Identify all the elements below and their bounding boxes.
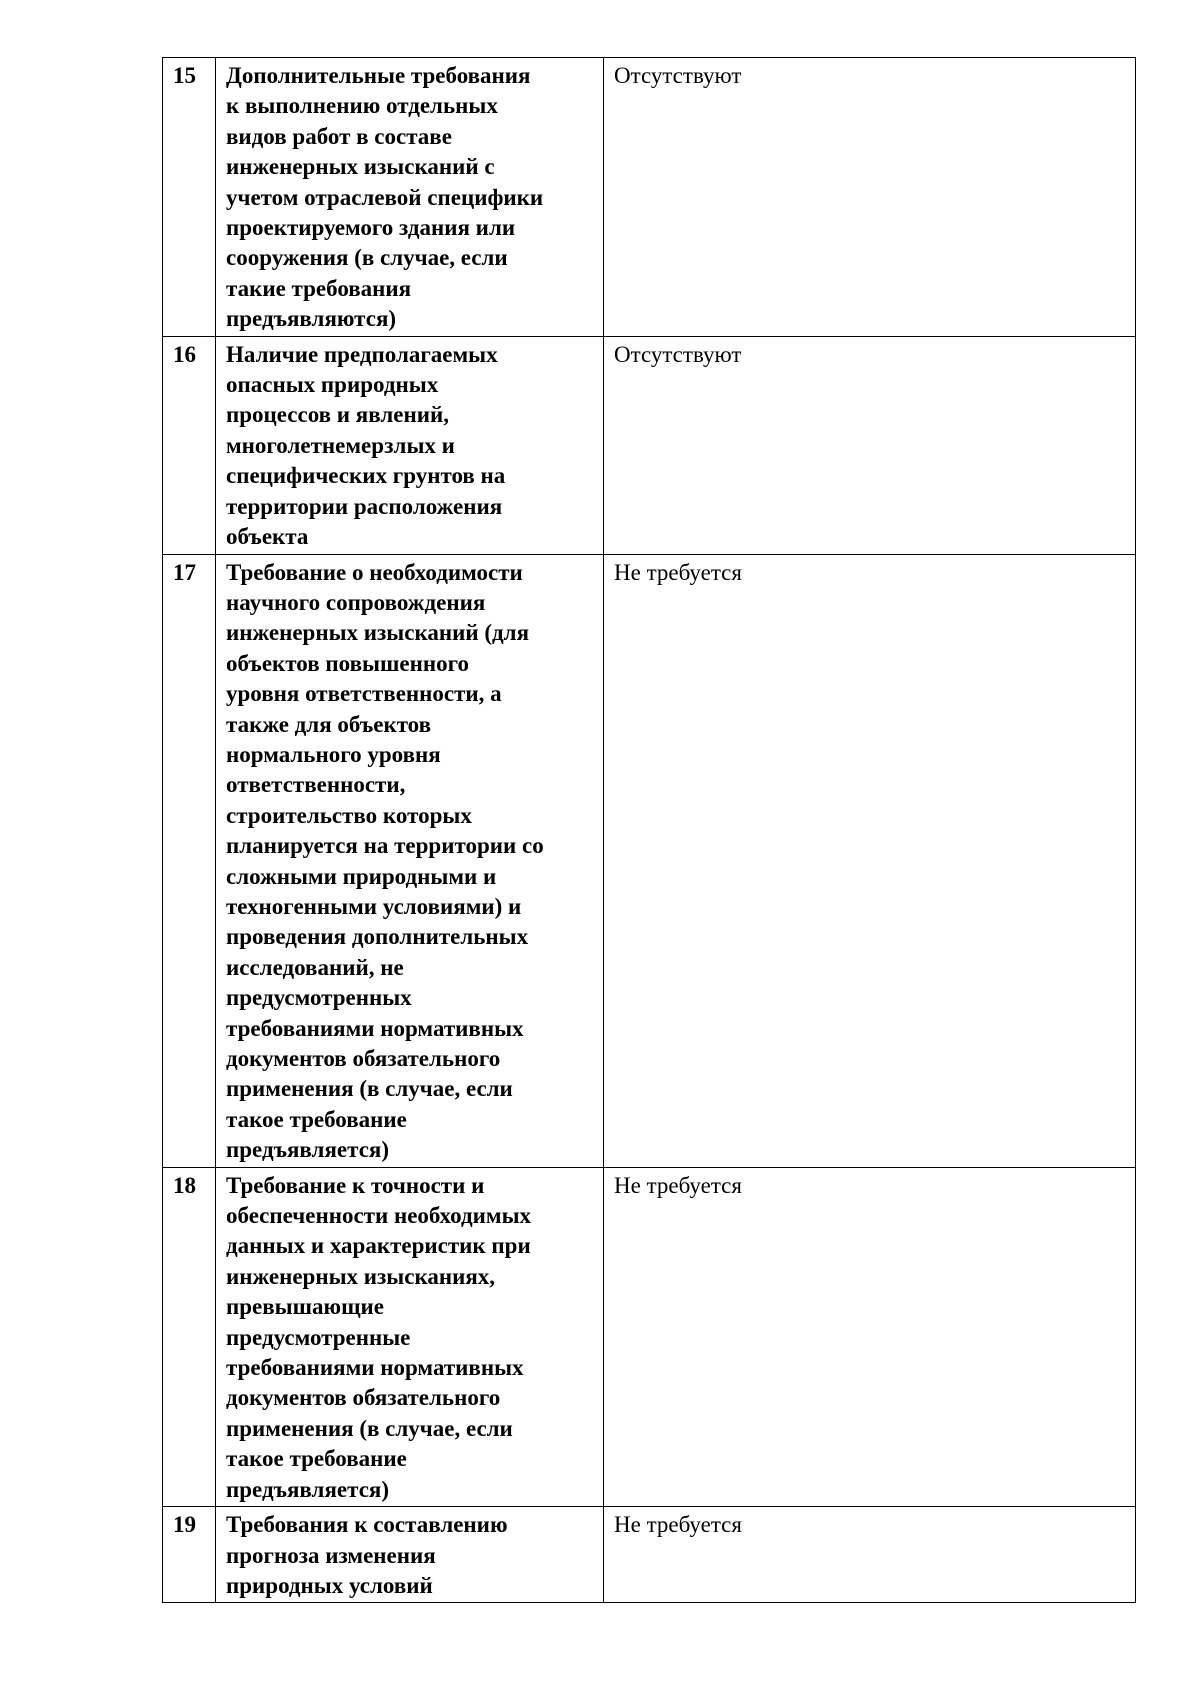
- requirement-name-line: документов обязательного: [226, 1046, 501, 1071]
- requirement-name-line: инженерных изысканиях,: [226, 1263, 496, 1289]
- requirement-name: [216, 58, 604, 337]
- requirement-name-line: строительство которых: [226, 802, 472, 828]
- requirement-name-line: к выполнению отдельных: [226, 93, 498, 119]
- requirement-name-line: сложными природными и: [226, 863, 497, 889]
- requirement-name-line: превышающие: [226, 1294, 385, 1320]
- requirement-name: [216, 1507, 604, 1603]
- table-row: [163, 554, 1136, 1167]
- row-number: 17: [163, 554, 216, 1167]
- requirement-name-line: предъявляются): [226, 306, 397, 332]
- requirements-table: [162, 57, 1136, 1603]
- requirement-name: [216, 336, 604, 554]
- requirement-value: Не требуется: [604, 1507, 1136, 1603]
- requirement-name-line: также для объектов: [226, 711, 432, 737]
- requirement-name-line: объектов повышенного: [226, 650, 469, 676]
- requirement-name-line: опасных природных: [226, 372, 439, 398]
- requirement-name-line: предъявляется): [226, 1137, 389, 1163]
- requirement-name-line: Наличие предполагаемых: [226, 341, 498, 367]
- table-row: [163, 58, 1136, 337]
- table-row: [163, 336, 1136, 554]
- requirement-name-line: предусмотренных: [226, 985, 412, 1011]
- requirement-name-line: ответственности,: [226, 772, 406, 798]
- row-number: 18: [163, 1167, 216, 1506]
- requirement-name-line: многолетнемерзлых и: [226, 432, 455, 458]
- requirement-name-line: требованиями нормативных: [226, 1015, 524, 1041]
- requirement-name-line: территории расположения: [226, 493, 503, 519]
- requirement-value: Отсутствуют: [604, 58, 1136, 337]
- row-number: 15: [163, 58, 216, 337]
- requirement-name-line: Требование к точности и: [226, 1172, 485, 1198]
- requirement-name-line: уровня ответственности, а: [226, 681, 502, 707]
- requirement-name-line: техногенными условиями) и: [226, 893, 522, 919]
- requirement-name-line: данных и характеристик при: [226, 1233, 531, 1259]
- requirement-name-line: Дополнительные требования: [226, 63, 531, 88]
- requirement-name-line: применения (в случае, если: [226, 1415, 513, 1441]
- requirements-table-body: [163, 58, 1136, 1603]
- requirement-name-line: научного сопровождения: [226, 589, 486, 615]
- requirement-value: Не требуется: [604, 554, 1136, 1167]
- table-row: [163, 1167, 1136, 1506]
- requirement-name-line: проектируемого здания или: [226, 215, 516, 241]
- requirement-name-line: объекта: [226, 524, 309, 550]
- requirement-value: Отсутствуют: [604, 336, 1136, 554]
- requirement-name-line: видов работ в составе: [226, 123, 452, 149]
- requirement-name-line: предусмотренные: [226, 1324, 411, 1350]
- requirement-name: [216, 1167, 604, 1506]
- requirement-name-line: такое требование: [226, 1106, 407, 1132]
- requirement-name-line: исследований, не: [226, 954, 404, 980]
- table-row: [163, 1507, 1136, 1603]
- requirement-name: [216, 554, 604, 1167]
- requirement-name-line: такие требования: [226, 275, 412, 301]
- requirement-name-line: требованиями нормативных: [226, 1355, 524, 1381]
- requirement-name-line: процессов и явлений,: [226, 402, 449, 428]
- requirement-name-line: предъявляется): [226, 1476, 389, 1502]
- requirement-name-line: учетом отраслевой специфики: [226, 184, 544, 210]
- requirement-name-line: документов обязательного: [226, 1385, 501, 1411]
- requirement-name-line: проведения дополнительных: [226, 924, 529, 950]
- row-number: 19: [163, 1507, 216, 1603]
- requirement-name-line: инженерных изысканий с: [226, 154, 495, 180]
- row-number: 16: [163, 336, 216, 554]
- requirement-name-line: обеспеченности необходимых: [226, 1203, 532, 1229]
- requirement-value: Не требуется: [604, 1167, 1136, 1506]
- requirement-name-line: прогноза изменения: [226, 1542, 436, 1568]
- requirement-name-line: планируется на территории со: [226, 833, 544, 859]
- requirement-name-line: такое требование: [226, 1446, 407, 1472]
- requirement-name-line: Требование о необходимости: [226, 559, 523, 585]
- requirement-name-line: нормального уровня: [226, 741, 441, 767]
- requirement-name-line: Требования к составлению: [226, 1512, 508, 1538]
- requirement-name-line: сооружения (в случае, если: [226, 245, 508, 271]
- requirement-name-line: применения (в случае, если: [226, 1076, 513, 1102]
- requirement-name-line: специфических грунтов на: [226, 463, 506, 489]
- requirement-name-line: природных условий: [226, 1572, 433, 1598]
- requirement-name-line: инженерных изысканий (для: [226, 620, 530, 646]
